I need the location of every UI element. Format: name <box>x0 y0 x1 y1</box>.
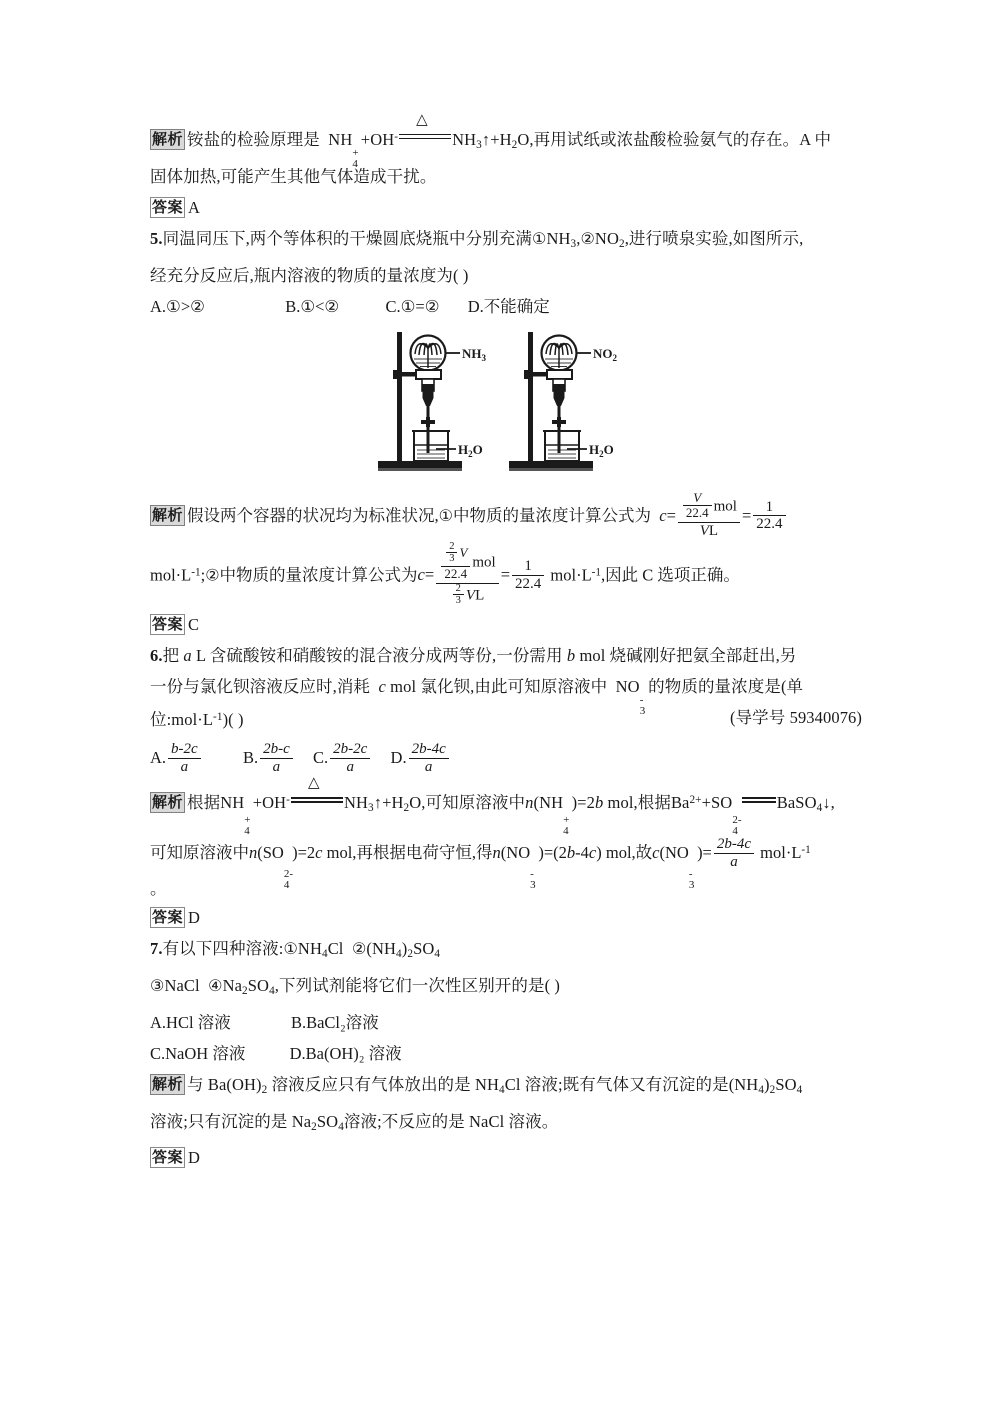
q5-formula-1: c= $\frac{V}{22.4}$ mol VL = $\frac{1}{22.4}$ <box>659 506 787 525</box>
answer-tag: 答案 <box>152 909 184 927</box>
circled-1: ① <box>283 941 298 959</box>
solution-na2so4: Na <box>222 975 243 995</box>
left-flask-gas-label: $NH_3$ <box>462 345 486 363</box>
q7-analysis-line2: 溶液;只有沉淀的是 $Na_2SO_4$溶液;不反应的是 NaCl 溶液。 <box>150 1111 559 1133</box>
q7-options-row2 <box>150 1038 862 1069</box>
q4-analysis-block <box>150 112 862 171</box>
q7-answer-value: D <box>188 1148 201 1168</box>
unit-mol-per-l: mol·L <box>150 565 192 585</box>
q6-option-d[interactable]: D. $\frac{2b-4c}{a}$ <box>391 748 451 767</box>
q5-stem-line1: 5.同温同压下,两个等体积的干燥圆底烧瓶中分别充满$①NH_3,②NO_2$,进行喷泉实验,如图所示, <box>150 228 804 250</box>
left-beaker-label: $H_2O$ <box>458 441 483 459</box>
circled-2: ② <box>205 567 220 585</box>
q5-formula-2: c= $\frac{2}{3}$ V 22.4 mol $\frac{2}{3}$ VL = $\frac{1}{22.4}$ <box>418 565 547 584</box>
var-b: b <box>566 646 576 666</box>
q5-answer-block <box>150 609 862 640</box>
var-c: c <box>378 677 386 697</box>
q4-analysis-text-2: 再用试纸或浓盐酸检验氨气的存在。A 中 <box>533 130 832 150</box>
fraction-result-2: $\frac{1}{22.4}$ <box>512 558 544 593</box>
q5-analysis-line1: 解析 假设两个容器的状况均为标准状况,①中物质的量浓度计算公式为 c= $\frac{V}{22.4}$ mol VL = $\frac{1}{22.4}$ <box>150 489 862 544</box>
q6-answer-block <box>150 902 862 933</box>
q5-option-b[interactable]: B.①<② <box>285 296 340 316</box>
q7-options-row1 <box>150 1007 862 1038</box>
q5-analysis-line2: $mol\cdot L^{-1};②$中物质的量浓度计算公式为c= $\frac{2}{3}$ V 22.4 mol $\frac{2}{3}$ VL = $\frac{1}{22.4}$ $mol\cdot L^{-1}$,因此 C 选项正确。 <box>150 540 740 607</box>
q6-analysis-line3: 。 <box>150 879 167 899</box>
circled-3: ③ <box>150 977 165 995</box>
circled-2: ② <box>351 941 367 959</box>
var-a: a <box>183 646 192 666</box>
q6-n-no3: n(NO 3 - )=(2b-4c) mol, <box>492 843 636 892</box>
q4-answer-block <box>150 192 862 223</box>
solution-nh42so4: (NH <box>366 939 397 959</box>
q6-n-nh4: n(NH 4 + )=2b mol, <box>525 793 638 838</box>
solution-nh4cl: NH <box>297 939 322 959</box>
q7-option-a[interactable]: A.HCl 溶液 <box>150 1012 231 1032</box>
oh-symbol: +OH <box>360 130 395 150</box>
q6-options <box>150 735 862 781</box>
q5-answer-value: C <box>188 615 200 635</box>
q5-number: 5. <box>150 228 163 248</box>
q6-reference-code: (导学号 59340076) <box>729 708 862 728</box>
q6-analysis-line1: 解析 根据NH 4 + +OH- △ $NH_3↑+H_2O$,可知原溶液中n(NH 4 + )=2b mol,根据$Ba^{2+}+SO$ 4 2- BaSO$_4$↓, <box>152 775 835 838</box>
fraction-inner-2: $\frac{2}{3}$ V 22.4 <box>441 542 470 582</box>
q6-option-a[interactable]: A. $\frac{b-2c}{a}$ <box>150 748 203 767</box>
option-c-fraction: $\frac{2b-2c}{a}$ <box>330 741 370 776</box>
nh3-symbol: NH <box>452 130 477 150</box>
q4-answer-value: A <box>188 197 201 217</box>
q7-stem-line2: ③NaCl $④Na_2SO_4$,下列试剂能将它们一次性区别开的是( ) <box>150 975 561 997</box>
q4-analysis-line2: 固体加热,可能产生其他气体造成干扰。 <box>150 166 437 186</box>
answer-tag: 答案 <box>152 198 184 216</box>
q7-analysis-line1: 解析 与 $Ba(OH)_2$ 溶液反应只有气体放出的是 $NH_4Cl$ 溶液;既有气体又有沉淀的是$(NH_4)_2SO_4$ <box>152 1074 803 1096</box>
q5-stem-text-b: ,进行喷泉实验,如图所示, <box>624 228 804 248</box>
q5-option-c[interactable]: C.①=② <box>385 296 440 316</box>
analysis-tag: 解析 <box>152 131 184 149</box>
q5-option-d[interactable]: D.不能确定 <box>467 296 550 316</box>
q7-option-c[interactable]: C.NaOH 溶液 <box>150 1043 246 1063</box>
q5-figure <box>150 328 862 485</box>
reaction-arrow-icon: △ <box>399 130 451 144</box>
q6-number: 6. <box>150 646 163 666</box>
q7-stem-line1: 7.有以下四种溶液$:①NH_4Cl$ $②(NH_4)_2SO_4$ <box>150 939 441 960</box>
circled-2: ② <box>580 230 595 248</box>
answer-tag: 答案 <box>152 1149 184 1167</box>
q6-stem-line2: 一份与氯化钡溶液反应时,消耗 c mol 氯化钡,由此可知原溶液中 NO 3 - 的物质的量浓度是(单 <box>150 677 804 718</box>
q5-stem-line2: 经充分反应后,瓶内溶液的物质的量浓度为( ) <box>150 265 469 285</box>
right-beaker-label: $H_2O$ <box>589 441 614 459</box>
q6-n-so4: n(SO 4 2- )=2c mol, <box>249 843 357 892</box>
fraction-two-thirds-bottom: $\frac{2}{3}$ <box>453 583 464 608</box>
analysis-tag: 解析 <box>152 506 184 524</box>
q7-answer-block <box>150 1142 862 1173</box>
apparatus-svg <box>376 328 636 480</box>
reagent-ba-oh-2: Ba(OH) <box>207 1074 262 1094</box>
unit-mol-per-l: mol·L <box>760 843 802 863</box>
fraction-inner-1: $\frac{V}{22.4}$ <box>683 491 712 521</box>
answer-tag: 答案 <box>152 616 184 634</box>
q5-option-a[interactable]: A.①>② <box>150 296 205 316</box>
q6-option-b[interactable]: B. $\frac{2b-c}{a}$ <box>243 748 295 767</box>
q7-option-b[interactable]: B.BaCl₂溶液 <box>290 1012 379 1032</box>
q6-stem-line3: (导学号 59340076) 位$:mol\cdot L^{-1}$)( ) <box>150 702 862 735</box>
option-d-fraction: $\frac{2b-4c}{a}$ <box>409 741 449 776</box>
q6-equation-1: NH 4 + +OH- △ $NH_3↑+H_2O$, <box>220 775 426 838</box>
q6-analysis-line2: 可知原溶液中n(SO 4 2- )=2c mol,再根据电荷守恒,得n(NO 3 - )=(2b-4c) mol,故c(NO 3 - )= $\frac{2b-4c}{a}$ $mol\cdot L^{-1}$ <box>150 836 811 892</box>
gas-nh3: NH <box>546 228 571 248</box>
fraction-two-thirds-top: $\frac{2}{3}$ <box>446 541 457 566</box>
analysis-tag: 解析 <box>152 794 184 812</box>
oh-charge: - <box>394 131 399 143</box>
circled-1: ① <box>438 507 453 525</box>
fraction-result-1: $\frac{1}{22.4}$ <box>753 499 785 534</box>
q7-number: 7. <box>150 939 163 959</box>
nh4-symbol: NH <box>328 130 353 150</box>
q5-analysis-text-1: 假设两个容器的状况均为标准状况, <box>187 505 439 525</box>
solution-nacl: NaCl <box>164 975 200 995</box>
fraction-outer-2: $\frac{2}{3}$ V 22.4 mol $\frac{2}{3}$ VL <box>436 543 499 609</box>
q5-stem-text-a: 同温同压下,两个等体积的干燥圆底烧瓶中分别充满 <box>162 228 533 248</box>
fraction-outer-1: $\frac{V}{22.4}$ mol VL <box>678 492 740 540</box>
gas-no2: NO <box>594 228 619 248</box>
circled-4: ④ <box>208 977 223 995</box>
result-fraction: $\frac{2b-4c}{a}$ <box>714 836 754 871</box>
option-b-fraction: $\frac{2b-c}{a}$ <box>260 741 293 776</box>
q4-equation: NH 4 + +OH- △ $NH_3↑+H_2O$, <box>328 112 534 171</box>
circled-1: ① <box>532 230 547 248</box>
right-flask-gas-label: $NO_2$ <box>593 345 617 363</box>
analysis-tag: 解析 <box>152 1075 184 1093</box>
reaction-arrow-icon: △ <box>291 793 343 807</box>
fountain-experiment-diagram <box>376 328 636 485</box>
gas-up-arrow: ↑+H <box>481 130 512 150</box>
q5-options <box>150 291 862 322</box>
q7-option-d[interactable]: D.Ba(OH)₂ 溶液 <box>289 1043 402 1063</box>
q6-option-c[interactable]: C. $\frac{2b-2c}{a}$ <box>313 748 372 767</box>
q6-c-no3-result: c(NO 3 - )= $\frac{2b-4c}{a}$ <box>652 843 756 862</box>
nitrate-ion: NO <box>615 677 640 697</box>
q4-analysis-text-1: 铵盐的检验原理是 <box>187 130 320 150</box>
page-content <box>150 112 862 1173</box>
q6-equation-2: $Ba^{2+}+SO$ 4 2- BaSO$_4$↓, <box>670 793 835 838</box>
option-a-fraction: $\frac{b-2c}{a}$ <box>168 741 201 776</box>
q6-answer-value: D <box>188 908 201 928</box>
q6-stem-line1: 6.把 a L 含硫酸铵和硝酸铵的混合液分成两等份,一份需用 b mol 烧碱刚好把氨全部赶出,另 <box>150 646 797 666</box>
reaction-arrow-icon <box>742 793 776 807</box>
